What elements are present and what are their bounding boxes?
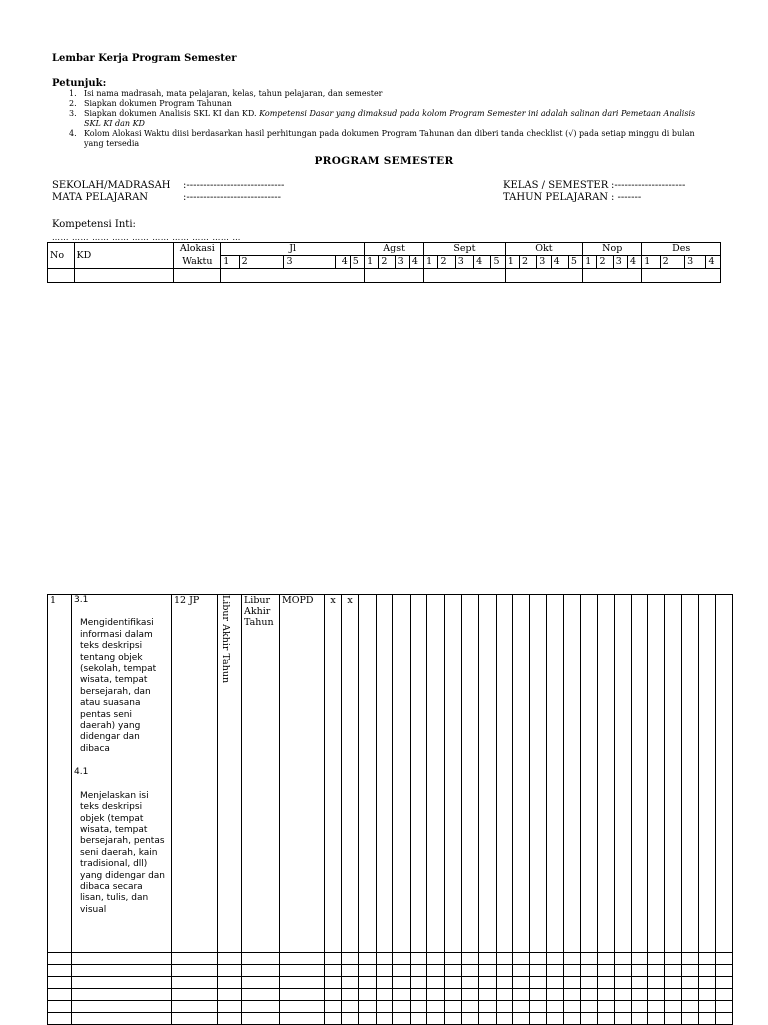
empty-cell xyxy=(615,977,632,989)
empty-row xyxy=(48,1013,733,1025)
petunjuk-label: Petunjuk: xyxy=(52,78,107,89)
week-cell: 1 xyxy=(505,256,519,269)
row-libur-vertical: Libur Akhir Tahun xyxy=(218,595,242,953)
empty-cell xyxy=(462,1001,479,1013)
empty-cell xyxy=(682,965,699,977)
empty-cell xyxy=(632,977,648,989)
empty-cell xyxy=(479,977,497,989)
empty-cell xyxy=(682,1013,699,1025)
row-libur: Libur Akhir Tahun xyxy=(242,595,280,953)
empty-cell xyxy=(665,1013,682,1025)
empty-cell xyxy=(172,965,218,977)
empty-cell xyxy=(564,1001,581,1013)
empty-cell xyxy=(682,977,699,989)
empty-cell xyxy=(699,1013,716,1025)
week-cell xyxy=(427,595,445,953)
empty-cell xyxy=(699,965,716,977)
header-no: No xyxy=(48,243,75,269)
week-cell: 3 xyxy=(613,256,627,269)
kelas-label: KELAS / SEMESTER xyxy=(503,180,609,191)
petunjuk-item: 2. Siapkan dokumen Program Tahunan xyxy=(69,99,232,108)
empty-cell xyxy=(598,953,615,965)
row-mark: x xyxy=(342,595,359,953)
empty-cell xyxy=(411,977,427,989)
empty-cell xyxy=(682,953,699,965)
empty-cell xyxy=(530,1001,547,1013)
empty-cell xyxy=(411,989,427,1001)
header-alokasi: Alokasi xyxy=(174,243,221,256)
empty-cell xyxy=(462,1013,479,1025)
empty-cell xyxy=(598,1013,615,1025)
page-heading: PROGRAM SEMESTER xyxy=(314,155,454,167)
week-cell xyxy=(547,595,564,953)
empty-cell xyxy=(699,977,716,989)
row-alokasi: 12 JP xyxy=(172,595,218,953)
empty-cell xyxy=(462,965,479,977)
empty-cell xyxy=(342,965,359,977)
empty-cell xyxy=(218,953,242,965)
empty-cell xyxy=(513,1001,530,1013)
empty-cell xyxy=(72,989,172,1001)
week-cell: 4 xyxy=(336,256,350,269)
empty-cell xyxy=(598,977,615,989)
empty-cell xyxy=(359,1013,377,1025)
empty-cell xyxy=(48,965,72,977)
empty-cell xyxy=(393,1001,411,1013)
week-cell: 5 xyxy=(350,256,364,269)
week-cell: 3 xyxy=(537,256,551,269)
tahun-label: TAHUN PELAJARAN xyxy=(503,192,609,203)
empty-cell xyxy=(72,953,172,965)
row-no: 1 xyxy=(48,595,72,953)
empty-cell xyxy=(393,1013,411,1025)
empty-cell xyxy=(325,1013,342,1025)
week-cell: 3 xyxy=(284,256,336,269)
week-cell: 2 xyxy=(438,256,455,269)
header-month: Agst xyxy=(365,243,424,256)
week-cell: 3 xyxy=(455,256,473,269)
empty-cell xyxy=(497,977,513,989)
empty-cell xyxy=(547,989,564,1001)
empty-cell xyxy=(615,1013,632,1025)
empty-cell xyxy=(242,965,280,977)
empty-cell xyxy=(716,953,733,965)
header-kd: KD xyxy=(74,243,174,269)
week-cell xyxy=(513,595,530,953)
empty-cell xyxy=(325,989,342,1001)
week-cell xyxy=(716,595,733,953)
empty-row xyxy=(48,977,733,989)
empty-row xyxy=(48,989,733,1001)
empty-cell xyxy=(564,965,581,977)
empty-cell xyxy=(497,1013,513,1025)
mapel-value: :---------------------------- xyxy=(183,192,281,203)
empty-row xyxy=(48,1001,733,1013)
empty-cell xyxy=(564,977,581,989)
empty-cell xyxy=(513,965,530,977)
week-cell: 2 xyxy=(597,256,613,269)
header-waktu: Waktu xyxy=(174,256,221,269)
empty-cell xyxy=(513,1013,530,1025)
week-cell xyxy=(359,595,377,953)
empty-cell xyxy=(342,1013,359,1025)
empty-cell xyxy=(48,989,72,1001)
petunjuk-item: 3. Siapkan dokumen Analisis SKL KI dan KD. Kompetensi Dasar yang dimaksud pada kolom Program Semester ini adalah salinan dari Pemetaan Analisis SKL KI dan KD xyxy=(69,109,696,128)
empty-cell xyxy=(445,989,462,1001)
empty-cell xyxy=(359,989,377,1001)
empty-cell xyxy=(648,1001,665,1013)
empty-cell xyxy=(598,965,615,977)
week-cell xyxy=(479,595,497,953)
empty-cell xyxy=(218,965,242,977)
empty-cell xyxy=(530,1013,547,1025)
empty-cell xyxy=(615,1001,632,1013)
empty-cell xyxy=(172,989,218,1001)
empty-cell xyxy=(359,953,377,965)
empty-cell xyxy=(280,953,325,965)
week-cell xyxy=(462,595,479,953)
week-cell: 4 xyxy=(551,256,568,269)
empty-cell xyxy=(377,977,393,989)
petunjuk-item: 4. Kolom Alokasi Waktu diisi berdasarkan hasil perhitungan pada dokumen Program Tahunan dan diberi tanda checklist (√) pada setiap minggu di bulan yang tersedia xyxy=(69,129,695,148)
week-cell xyxy=(581,595,598,953)
empty-cell xyxy=(699,989,716,1001)
week-cell: 4 xyxy=(474,256,491,269)
header-month: Nop xyxy=(583,243,642,256)
week-cell: 1 xyxy=(642,256,660,269)
empty-cell xyxy=(280,1013,325,1025)
empty-cell xyxy=(479,965,497,977)
empty-cell xyxy=(497,989,513,1001)
row-kd xyxy=(72,595,172,953)
empty-cell xyxy=(665,965,682,977)
empty-cell xyxy=(648,1013,665,1025)
empty-cell xyxy=(427,1013,445,1025)
empty-cell xyxy=(530,989,547,1001)
empty-cell xyxy=(280,977,325,989)
week-cell xyxy=(648,595,665,953)
empty-cell xyxy=(342,977,359,989)
empty-cell xyxy=(716,977,733,989)
sekolah-value: :----------------------------- xyxy=(183,180,285,191)
empty-cell xyxy=(716,1001,733,1013)
empty-cell xyxy=(393,989,411,1001)
empty-cell xyxy=(665,989,682,1001)
empty-row xyxy=(48,953,733,965)
week-cell xyxy=(411,595,427,953)
empty-cell xyxy=(48,953,72,965)
empty-cell xyxy=(530,977,547,989)
week-cell: 1 xyxy=(365,256,379,269)
table-row xyxy=(48,595,733,953)
empty-cell xyxy=(218,1013,242,1025)
empty-cell xyxy=(513,989,530,1001)
empty-cell xyxy=(479,953,497,965)
header-month: Jl xyxy=(221,243,365,256)
empty-cell xyxy=(547,953,564,965)
empty-cell xyxy=(615,989,632,1001)
empty-cell xyxy=(564,953,581,965)
empty-cell xyxy=(377,953,393,965)
empty-cell xyxy=(716,1013,733,1025)
header-month: Sept xyxy=(424,243,506,256)
empty-cell xyxy=(648,965,665,977)
empty-cell xyxy=(72,977,172,989)
empty-cell xyxy=(665,953,682,965)
empty-cell xyxy=(632,1013,648,1025)
empty-cell xyxy=(218,989,242,1001)
week-cell: 4 xyxy=(409,256,423,269)
empty-cell xyxy=(716,965,733,977)
mapel-label: MATA PELAJARAN xyxy=(52,192,149,203)
empty-cell xyxy=(445,965,462,977)
empty-cell xyxy=(48,1013,72,1025)
kelas-value: :--------------------- xyxy=(611,180,686,191)
empty-cell xyxy=(530,965,547,977)
empty-cell xyxy=(377,965,393,977)
empty-cell xyxy=(581,953,598,965)
week-cell: 2 xyxy=(660,256,684,269)
empty-cell xyxy=(325,953,342,965)
empty-cell xyxy=(547,1001,564,1013)
empty-cell xyxy=(48,1001,72,1013)
empty-cell xyxy=(665,1001,682,1013)
empty-cell xyxy=(530,953,547,965)
kd2-text: Menjelaskan isi teks deskripsi objek (tempat wisata, tempat bersejarah, pentas seni daerah, kain tradisional, dll) yang didengar dan dibaca secara lisan, tulis, dan visual xyxy=(80,790,166,915)
week-cell: 1 xyxy=(221,256,239,269)
week-cell: 4 xyxy=(706,256,721,269)
empty-cell xyxy=(427,1001,445,1013)
ki-label: Kompetensi Inti: xyxy=(52,219,136,230)
empty-cell xyxy=(682,989,699,1001)
empty-cell xyxy=(445,953,462,965)
empty-cell xyxy=(280,965,325,977)
empty-cell xyxy=(411,953,427,965)
empty-cell xyxy=(445,977,462,989)
empty-cell xyxy=(342,989,359,1001)
empty-cell xyxy=(427,977,445,989)
week-cell xyxy=(377,595,393,953)
empty-cell xyxy=(377,1001,393,1013)
empty-cell xyxy=(547,965,564,977)
week-cell xyxy=(393,595,411,953)
kd2-code: 4.1 xyxy=(74,767,89,778)
empty-cell xyxy=(427,989,445,1001)
kd-text: Mengidentifikasi informasi dalam teks deskripsi tentang objek (sekolah, tempat wisata, tempat bersejarah, dan atau suasana pentas seni daerah) yang didengar dan dibaca xyxy=(80,618,157,754)
empty-cell xyxy=(411,965,427,977)
empty-cell xyxy=(598,989,615,1001)
empty-cell xyxy=(716,989,733,1001)
week-cell xyxy=(598,595,615,953)
empty-cell xyxy=(242,1013,280,1025)
week-cell: 1 xyxy=(583,256,597,269)
empty-cell xyxy=(581,989,598,1001)
empty-cell xyxy=(665,977,682,989)
empty-cell xyxy=(699,1001,716,1013)
week-cell: 5 xyxy=(491,256,505,269)
week-cell: 3 xyxy=(395,256,409,269)
week-cell xyxy=(682,595,699,953)
row-mark: x xyxy=(325,595,342,953)
empty-cell xyxy=(48,977,72,989)
week-cell xyxy=(564,595,581,953)
empty-cell xyxy=(479,989,497,1001)
week-cell: 2 xyxy=(239,256,284,269)
empty-cell xyxy=(280,989,325,1001)
empty-cell xyxy=(427,965,445,977)
empty-cell xyxy=(342,953,359,965)
empty-cell xyxy=(172,977,218,989)
empty-cell xyxy=(377,989,393,1001)
week-cell xyxy=(632,595,648,953)
empty-cell xyxy=(445,1001,462,1013)
petunjuk-list xyxy=(52,89,712,149)
week-cell xyxy=(497,595,513,953)
week-cell: 4 xyxy=(628,256,642,269)
kd-code: 3.1 xyxy=(74,595,89,605)
empty-cell xyxy=(411,1001,427,1013)
empty-cell xyxy=(682,1001,699,1013)
week-cell xyxy=(699,595,716,953)
row-mopd: MOPD xyxy=(280,595,325,953)
empty-cell xyxy=(462,989,479,1001)
week-cell xyxy=(445,595,462,953)
empty-cell xyxy=(342,1001,359,1013)
header-month: Okt xyxy=(505,243,582,256)
empty-cell xyxy=(393,977,411,989)
empty-cell xyxy=(242,989,280,1001)
empty-cell xyxy=(581,965,598,977)
empty-cell xyxy=(648,977,665,989)
empty-cell xyxy=(581,1001,598,1013)
week-cell xyxy=(665,595,682,953)
empty-cell xyxy=(497,1001,513,1013)
empty-cell xyxy=(72,1001,172,1013)
empty-cell xyxy=(172,953,218,965)
empty-cell xyxy=(632,953,648,965)
empty-cell xyxy=(359,977,377,989)
empty-cell xyxy=(242,977,280,989)
empty-cell xyxy=(581,977,598,989)
week-cell: 2 xyxy=(519,256,536,269)
ki-dots: …… …… …… …… …… …… …… …… …… … xyxy=(52,233,241,242)
header-table xyxy=(47,242,721,283)
empty-cell xyxy=(479,1013,497,1025)
empty-cell xyxy=(462,977,479,989)
empty-cell xyxy=(325,1001,342,1013)
empty-cell xyxy=(648,953,665,965)
empty-cell xyxy=(648,989,665,1001)
empty-cell xyxy=(359,965,377,977)
empty-cell xyxy=(377,1013,393,1025)
header-month: Des xyxy=(642,243,721,256)
empty-cell xyxy=(393,965,411,977)
empty-cell xyxy=(218,977,242,989)
empty-cell xyxy=(581,1013,598,1025)
week-cell: 2 xyxy=(379,256,395,269)
empty-cell xyxy=(632,1001,648,1013)
empty-cell xyxy=(615,965,632,977)
petunjuk-item: 1. Isi nama madrasah, mata pelajaran, kelas, tahun pelajaran, dan semester xyxy=(69,89,383,98)
empty-cell xyxy=(72,1013,172,1025)
empty-cell xyxy=(72,965,172,977)
empty-cell xyxy=(411,1013,427,1025)
week-cell xyxy=(615,595,632,953)
empty-cell xyxy=(564,989,581,1001)
week-cell: 1 xyxy=(424,256,438,269)
empty-cell xyxy=(564,1013,581,1025)
empty-cell xyxy=(513,977,530,989)
empty-cell xyxy=(513,953,530,965)
empty-cell xyxy=(280,1001,325,1013)
empty-cell xyxy=(699,953,716,965)
empty-cell xyxy=(242,1001,280,1013)
doc-title: Lembar Kerja Program Semester xyxy=(52,53,237,64)
empty-cell xyxy=(632,989,648,1001)
empty-cell xyxy=(242,953,280,965)
empty-cell xyxy=(325,977,342,989)
empty-cell xyxy=(172,1001,218,1013)
empty-cell xyxy=(479,1001,497,1013)
empty-cell xyxy=(547,977,564,989)
empty-cell xyxy=(445,1013,462,1025)
body-table xyxy=(47,594,733,1025)
empty-cell xyxy=(615,953,632,965)
sekolah-label: SEKOLAH/MADRASAH xyxy=(52,180,171,191)
empty-row xyxy=(48,965,733,977)
empty-cell xyxy=(218,1001,242,1013)
empty-cell xyxy=(497,965,513,977)
week-cell xyxy=(530,595,547,953)
tahun-value: : ------- xyxy=(611,192,642,203)
empty-cell xyxy=(172,1013,218,1025)
empty-cell xyxy=(427,953,445,965)
empty-cell xyxy=(598,1001,615,1013)
empty-cell xyxy=(462,953,479,965)
empty-cell xyxy=(393,953,411,965)
empty-cell xyxy=(632,965,648,977)
empty-cell xyxy=(497,953,513,965)
empty-cell xyxy=(359,1001,377,1013)
week-cell: 3 xyxy=(685,256,706,269)
empty-cell xyxy=(325,965,342,977)
week-cell: 5 xyxy=(568,256,582,269)
empty-cell xyxy=(547,1013,564,1025)
